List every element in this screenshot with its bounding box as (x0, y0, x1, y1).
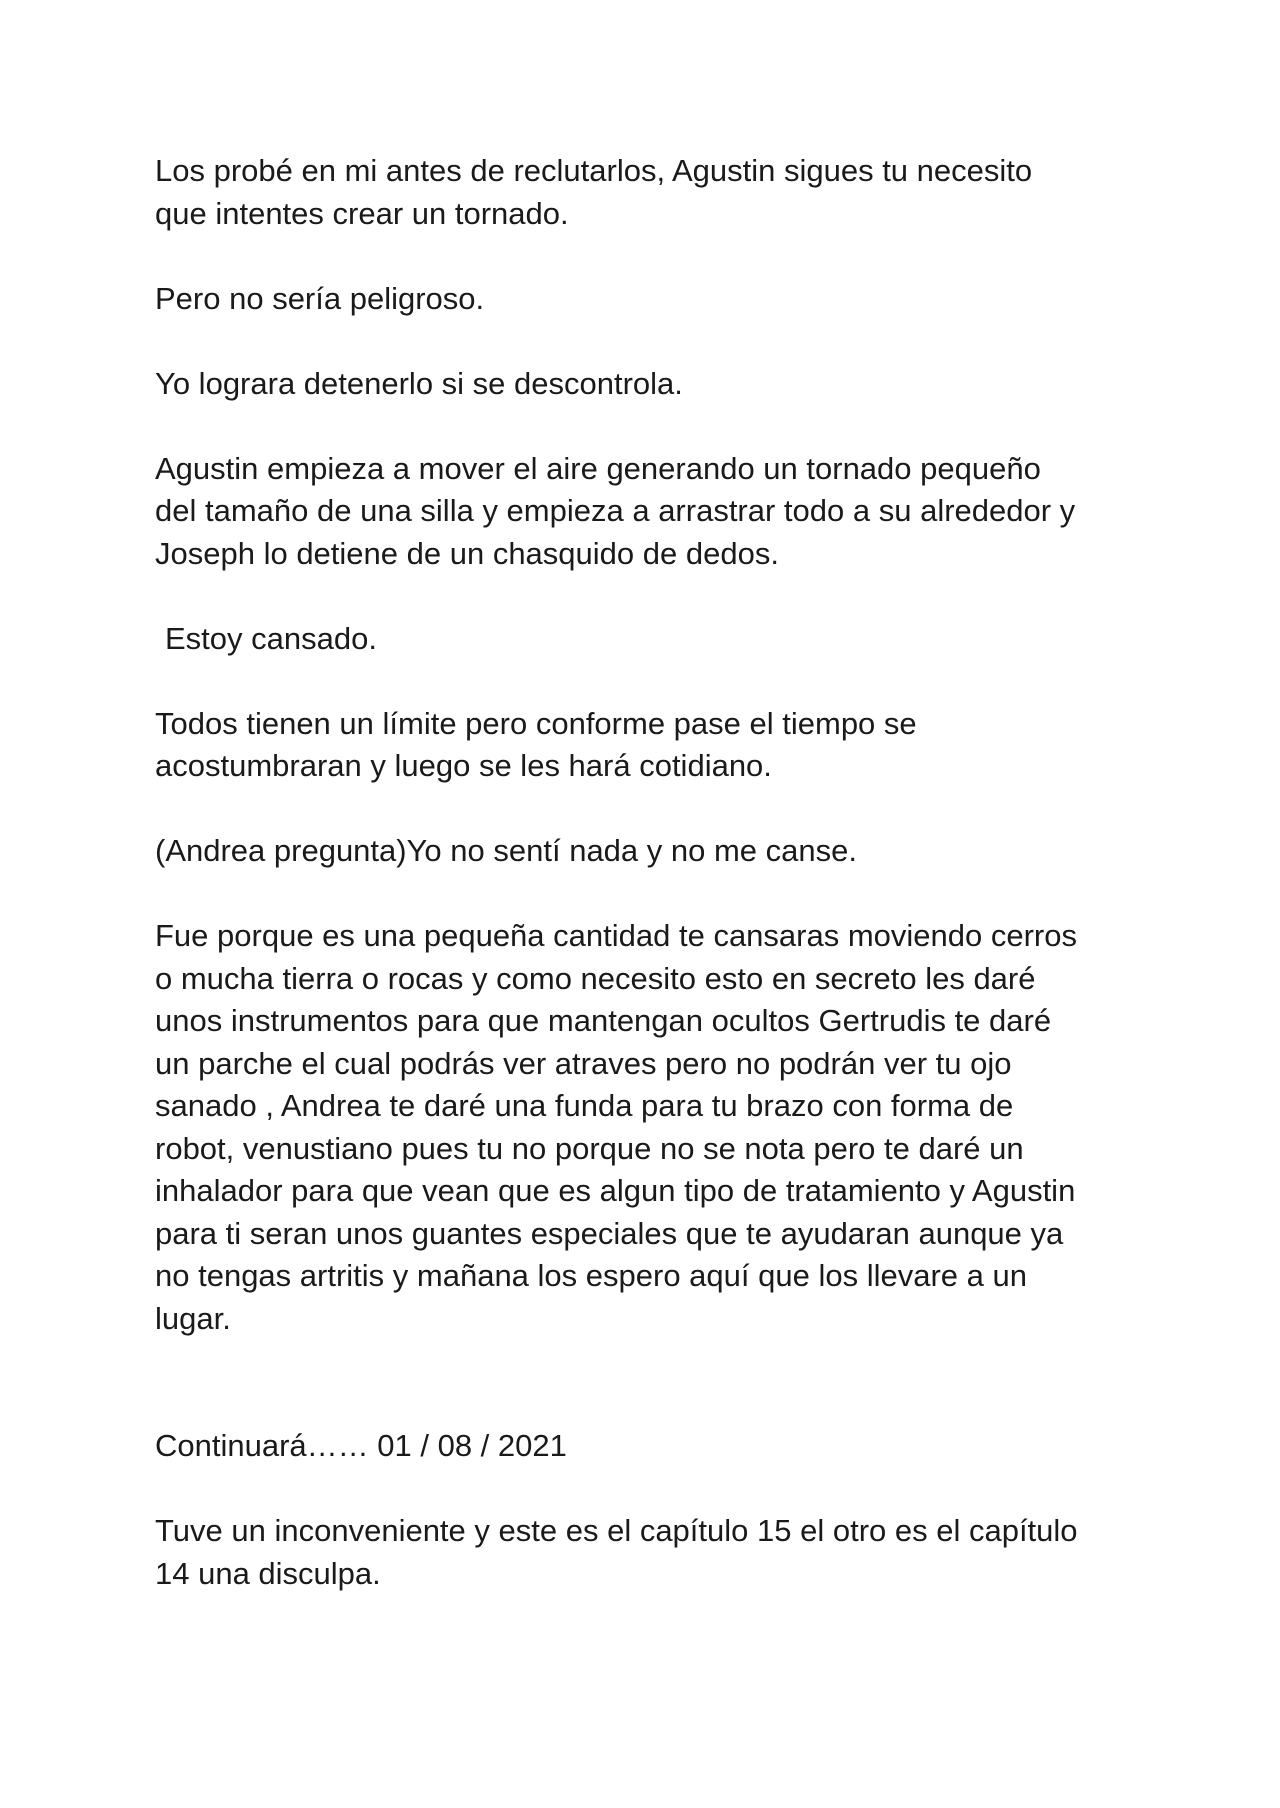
closing-note: Tuve un inconveniente y este es el capítulo 15 el otro es el capítulo 14 una disculpa. (155, 1513, 1078, 1591)
paragraph-3: Yo lograra detenerlo si se descontrola. (155, 365, 683, 401)
continuation-date: Continuará…… 01 / 08 / 2021 (155, 1428, 567, 1463)
paragraph-8: Fue porque es una pequeña cantidad te cansaras moviendo cerros o mucha tierra o rocas y como necesito esto en secreto les daré unos instrumentos para que mantengan ocultos Gertrudis te daré un parche el cual podrás ver atraves pero no podrán ver tu ojo sanado , Andrea te daré una funda para tu brazo con forma de robot, venustiano pues tu no porque no se nota pero te daré un inhalador para que vean que es algun tipo de tratamiento y Agustin para ti seran unos guantes especiales que te ayudaran aunque ya no tengas artritis y mañana los espero aquí que los llevare a un lugar. (155, 918, 1077, 1336)
paragraph-2: Pero no sería peligroso. (155, 280, 485, 316)
paragraph-6: Todos tienen un límite pero conforme pase el tiempo se acostumbraran y luego se les hará cotidiano. (155, 705, 917, 783)
paragraph-7: (Andrea pregunta)Yo no sentí nada y no me canse. (155, 833, 857, 868)
paragraph-4: Agustin empieza a mover el aire generando un tornado pequeño del tamaño de una silla y empieza a arrastrar todo a su alrededor y Joseph lo detiene de un chasquido de dedos. (155, 450, 1076, 571)
document-body (155, 150, 1140, 1638)
paragraph-5: Estoy cansado. (165, 620, 377, 656)
paragraph-1: Los probé en mi antes de reclutarlos, Agustin sigues tu necesito que intentes crear un tornado. (155, 153, 1033, 231)
blank-line (155, 1383, 1140, 1426)
